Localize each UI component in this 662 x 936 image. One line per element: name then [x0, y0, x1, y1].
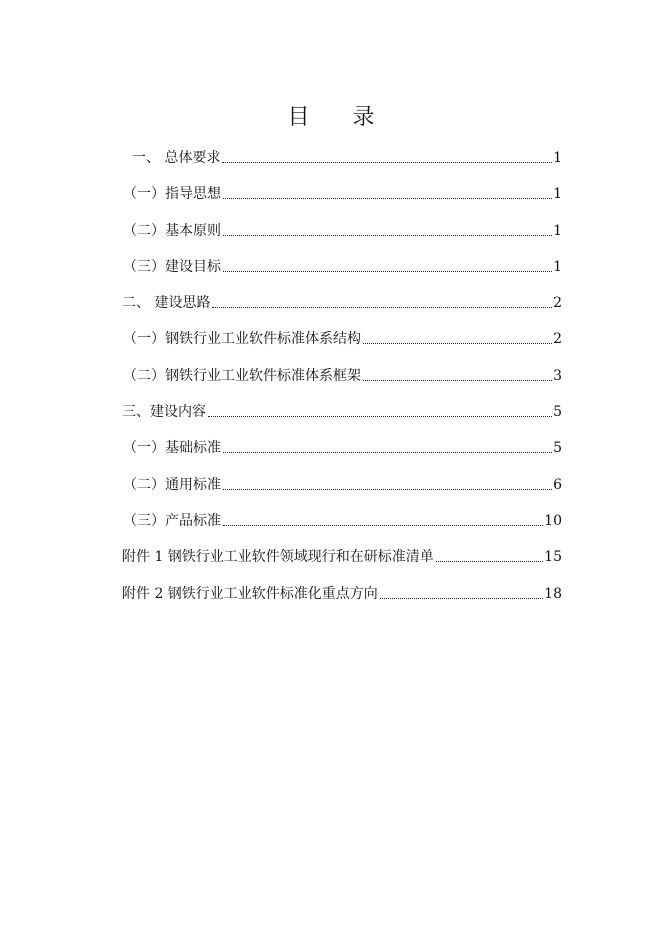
toc-entry[interactable] [122, 287, 562, 313]
toc-entry-label: （二）基本原则 [123, 223, 221, 239]
dot-leader [363, 379, 552, 381]
toc-entry[interactable] [123, 469, 562, 495]
toc-entry-label: 附件 1 钢铁行业工业软件领域现行和在研标准清单 [122, 549, 434, 565]
toc-entry[interactable] [123, 215, 562, 241]
toc-entry[interactable] [122, 578, 562, 604]
dot-leader [223, 451, 552, 453]
dot-leader [363, 342, 552, 344]
toc-entry-label: （二）通用标准 [123, 477, 221, 493]
toc-entry[interactable] [123, 178, 562, 204]
toc-entry-page: 1 [553, 186, 562, 202]
toc-entry[interactable] [123, 505, 562, 531]
dot-leader [208, 415, 552, 417]
toc-entry-page: 1 [553, 150, 562, 166]
toc-entry-label: （一）基础标准 [123, 440, 221, 456]
toc-entry-label: 三、建设内容 [122, 404, 206, 420]
toc-entry-label: （二）钢铁行业工业软件标准体系框架 [123, 368, 361, 384]
toc-entry-page: 5 [553, 404, 562, 420]
toc-entry-label: 二、 建设思路 [122, 295, 211, 311]
toc-entry-label: （三）产品标准 [123, 513, 221, 529]
toc-entry-page: 2 [553, 331, 562, 347]
toc-entry-page: 10 [544, 513, 562, 529]
dot-leader [380, 597, 543, 599]
toc-entry-label: 一、 总体要求 [132, 150, 221, 166]
toc-entry-page: 15 [544, 549, 562, 565]
dot-leader [212, 306, 552, 308]
toc-entry[interactable] [123, 360, 562, 386]
toc-entry-page: 3 [553, 368, 562, 384]
toc-entry[interactable] [122, 541, 562, 567]
toc-entry[interactable] [123, 432, 562, 458]
dot-leader [223, 488, 552, 490]
toc-entry[interactable] [122, 396, 562, 422]
dot-leader [223, 270, 552, 272]
dot-leader [223, 234, 552, 236]
toc-entry-page: 1 [553, 259, 562, 275]
dot-leader [436, 560, 543, 562]
toc-entry-page: 6 [553, 477, 562, 493]
dot-leader [223, 524, 543, 526]
toc-entry-label: （一）钢铁行业工业软件标准体系结构 [123, 331, 361, 347]
toc-entry-page: 2 [553, 295, 562, 311]
toc-entry-label: 附件 2 钢铁行业工业软件标准化重点方向 [122, 586, 378, 602]
toc-entry[interactable] [123, 251, 562, 277]
toc-entry-page: 1 [553, 223, 562, 239]
toc-entry[interactable] [132, 142, 562, 168]
toc-title: 目 录 [287, 105, 393, 130]
toc-entry[interactable] [123, 323, 562, 349]
toc-entry-page: 18 [544, 586, 562, 602]
dot-leader [223, 197, 552, 199]
dot-leader [222, 161, 552, 163]
toc-entry-label: （三）建设目标 [123, 259, 221, 275]
toc-entry-page: 5 [553, 440, 562, 456]
toc-entry-label: （一）指导思想 [123, 186, 221, 202]
